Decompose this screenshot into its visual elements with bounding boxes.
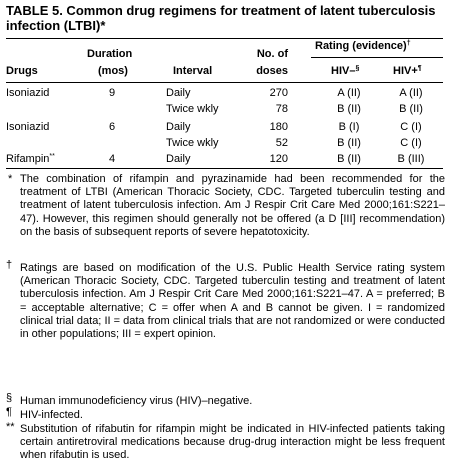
header-duration-line2: (mos) xyxy=(98,65,128,77)
footnote xyxy=(6,259,445,380)
cell-hiv-negative: B (II) xyxy=(337,137,361,149)
cell-drug-mark: ** xyxy=(49,153,55,160)
cell-hiv-positive: B (III) xyxy=(397,153,425,165)
cell-drug xyxy=(6,153,55,166)
header-rating xyxy=(315,40,411,53)
cell-interval: Daily xyxy=(166,153,191,165)
table-title: TABLE 5. Common drug regimens for treatment of latent tuberculosis infection (LTBI)* xyxy=(6,3,436,33)
header-hiv-negative xyxy=(331,65,359,78)
cell-drug-label: Rifampin xyxy=(6,153,50,165)
cell-hiv-positive: A (II) xyxy=(399,87,423,99)
cell-doses: 270 xyxy=(269,87,288,99)
cell-doses: 52 xyxy=(275,137,288,149)
cell-doses: 180 xyxy=(269,121,288,133)
header-hiv-negative-mark: § xyxy=(355,65,360,72)
rating-underline xyxy=(311,57,443,58)
footnote-mark: ¶ xyxy=(6,406,12,418)
footnote xyxy=(6,421,445,462)
table-bottom-rule xyxy=(6,168,443,169)
header-bottom-rule xyxy=(6,82,443,83)
cell-interval: Daily xyxy=(166,87,191,99)
footnote xyxy=(6,406,445,423)
footnote xyxy=(6,392,445,409)
header-hiv-negative-label: HIV– xyxy=(331,65,356,77)
cell-duration: 4 xyxy=(108,153,116,165)
header-doses-line1: No. of xyxy=(256,48,288,60)
footnote-text: HIV-infected. xyxy=(20,409,83,421)
cell-duration: 6 xyxy=(108,121,116,133)
header-drugs: Drugs xyxy=(6,65,38,77)
cell-hiv-positive: B (II) xyxy=(399,103,423,115)
header-rating-mark: † xyxy=(406,40,411,47)
footnote-mark: * xyxy=(8,173,13,185)
cell-doses: 120 xyxy=(269,153,288,165)
header-rating-label: Rating (evidence) xyxy=(315,40,407,52)
header-duration-line1: Duration xyxy=(87,48,133,60)
header-hiv-positive-label: HIV+ xyxy=(393,65,418,77)
footnote-text: Substitution of rifabutin for rifampin might be indicated in HIV-infected patients taking certain antiretroviral medications because drug-drug interaction might be less frequent when rifabutin is used. xyxy=(20,423,445,462)
footnote-mark: † xyxy=(6,259,13,271)
footnote-mark: § xyxy=(6,392,13,404)
cell-hiv-negative: B (II) xyxy=(337,153,361,165)
cell-hiv-negative: B (I) xyxy=(338,121,360,133)
cell-drug: Isoniazid xyxy=(6,121,50,133)
footnote-text: Ratings are based on modification of the U.S. Public Health Service rating system (American Thoracic Society, CDC. Targeted tuberculin testing and treatment of latent tuberculosis infection. Am J Respir Crit Care Med 2000;161:S221–47. A = preferred; B = acceptable alternative; C = offer when A and B cannot be given. I = randomized clinical trial data; II = data from clinical trials that are not randomized or were conducted in other populations; III = expert opinion. xyxy=(20,262,445,341)
header-top-rule xyxy=(6,38,443,39)
footnote-text: The combination of rifampin and pyrazinamide had been recommended for the treatment of LTBI (American Thoracic Society, CDC. Targeted tuberculin testing and treatment of latent tuberculosis infection. Am J Respir Crit Care Med 2000;161:S221–47). However, this regimen should generally not be offered (a D [III] recommendation) on the basis of subsequent reports of severe hepatotoxicity. xyxy=(20,173,445,238)
header-hiv-positive xyxy=(393,65,422,78)
header-doses-line2: doses xyxy=(256,65,288,77)
cell-hiv-negative: A (II) xyxy=(337,87,361,99)
cell-hiv-positive: C (I) xyxy=(400,137,422,149)
footnote-mark: ** xyxy=(6,421,15,433)
cell-hiv-positive: C (I) xyxy=(400,121,422,133)
cell-doses: 78 xyxy=(275,103,288,115)
header-interval: Interval xyxy=(173,65,213,77)
cell-interval: Daily xyxy=(166,121,191,133)
cell-hiv-negative: B (II) xyxy=(337,103,361,115)
cell-interval: Twice wkly xyxy=(166,137,219,149)
footnote xyxy=(6,173,445,253)
cell-drug: Isoniazid xyxy=(6,87,50,99)
footnote-text: Human immunodeficiency virus (HIV)–negative. xyxy=(20,395,253,407)
cell-duration: 9 xyxy=(108,87,116,99)
cell-interval: Twice wkly xyxy=(166,103,219,115)
header-hiv-positive-mark: ¶ xyxy=(417,65,422,72)
